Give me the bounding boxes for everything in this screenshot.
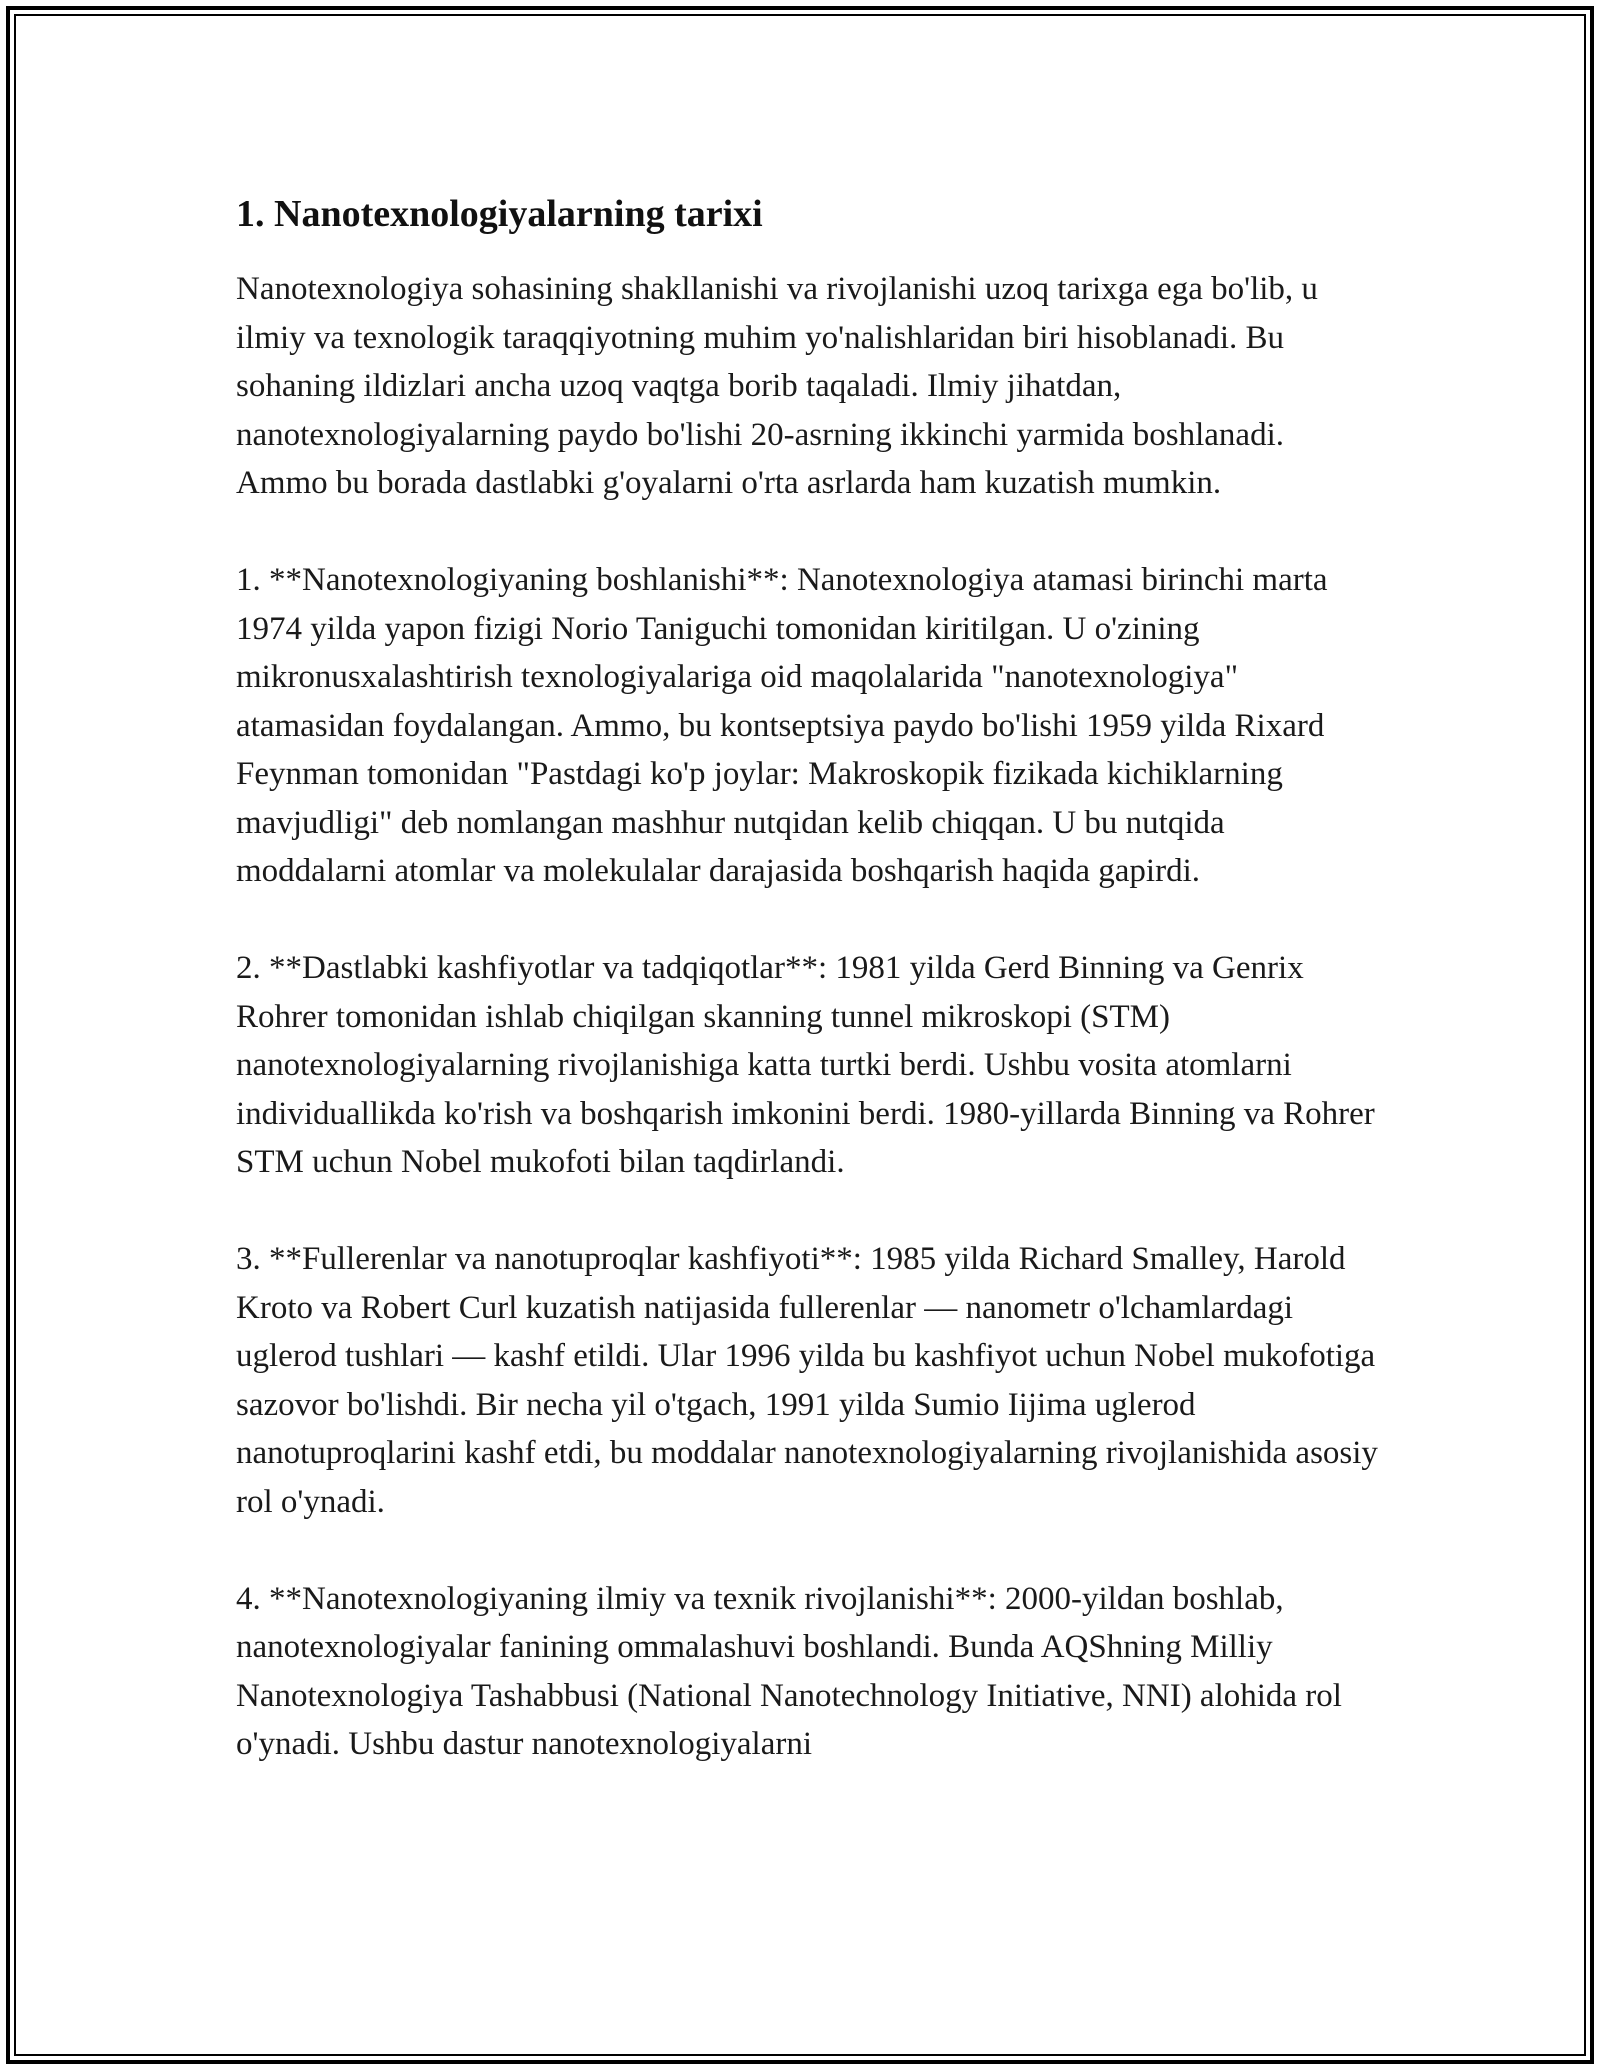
document-body	[236, 185, 1381, 1817]
list-item-paragraph-1: 1. **Nanotexnologiyaning boshlanishi**: Nanotexnologiya atamasi birinchi marta 1974 yilda yapon fizigi Norio Taniguchi tomonidan kiritilgan. U o'zining mikronusxalashtirish texnologiyalariga oid maqolalarida "nanotexnologiya" atamasidan foydalangan. Ammo, bu kontseptsiya paydo bo'lishi 1959 yilda Rixard Feynman tomonidan "Pastdagi ko'p joylar: Makroskopik fizikada kichiklarning mavjudligi" deb nomlangan mashhur nutqidan kelib chiqqan. U bu nutqida moddalarni atomlar va molekulalar darajasida boshqarish haqida gapirdi.	[236, 562, 1328, 889]
list-item-paragraph-3: 3. **Fullerenlar va nanotuproqlar kashfiyoti**: 1985 yilda Richard Smalley, Harold Kroto va Robert Curl kuzatish natijasida fullerenlar — nanometr o'lchamlardagi uglerod tushlari — kashf etildi. Ular 1996 yilda bu kashfiyot uchun Nobel mukofotiga sazovor bo'lishdi. Bir necha yil o'tgach, 1991 yilda Sumio Iijima uglerod nanotuproqlarini kashf etdi, bu moddalar nanotexnologiyalarning rivojlanishida asosiy rol o'ynadi.	[236, 1241, 1378, 1520]
section-heading: 1. Nanotexnologiyalarning tarixi	[236, 193, 763, 235]
intro-paragraph: Nanotexnologiya sohasining shakllanishi va rivojlanishi uzoq tarixga ega bo'lib, u ilmiy va texnologik taraqqiyotning muhim yo'nalishlaridan biri hisoblanadi. Bu sohaning ildizlari ancha uzoq vaqtga borib taqaladi. Ilmiy jihatdan, nanotexnologiyalarning paydo bo'lishi 20-asrning ikkinchi yarmida boshlanadi. Ammo bu borada dastlabki g'oyalarni o'rta asrlarda ham kuzatish mumkin.	[236, 271, 1318, 501]
list-item-paragraph-4: 4. **Nanotexnologiyaning ilmiy va texnik rivojlanishi**: 2000-yildan boshlab, nanotexnologiyalar fanining ommalashuvi boshlandi. Bunda AQShning Milliy Nanotexnologiya Tashabbusi (National Nanotechnology Initiative, NNI) alohida rol o'ynadi. Ushbu dastur nanotexnologiyalarni	[236, 1580, 1342, 1762]
list-item-paragraph-2: 2. **Dastlabki kashfiyotlar va tadqiqotlar**: 1981 yilda Gerd Binning va Genrix Rohrer tomonidan ishlab chiqilgan skanning tunnel mikroskopi (STM) nanotexnologiyalarning rivojlanishiga katta turtki berdi. Ushbu vosita atomlarni individuallikda ko'rish va boshqarish imkonini berdi. 1980-yillarda Binning va Rohrer STM uchun Nobel mukofoti bilan taqdirlandi.	[236, 950, 1375, 1180]
